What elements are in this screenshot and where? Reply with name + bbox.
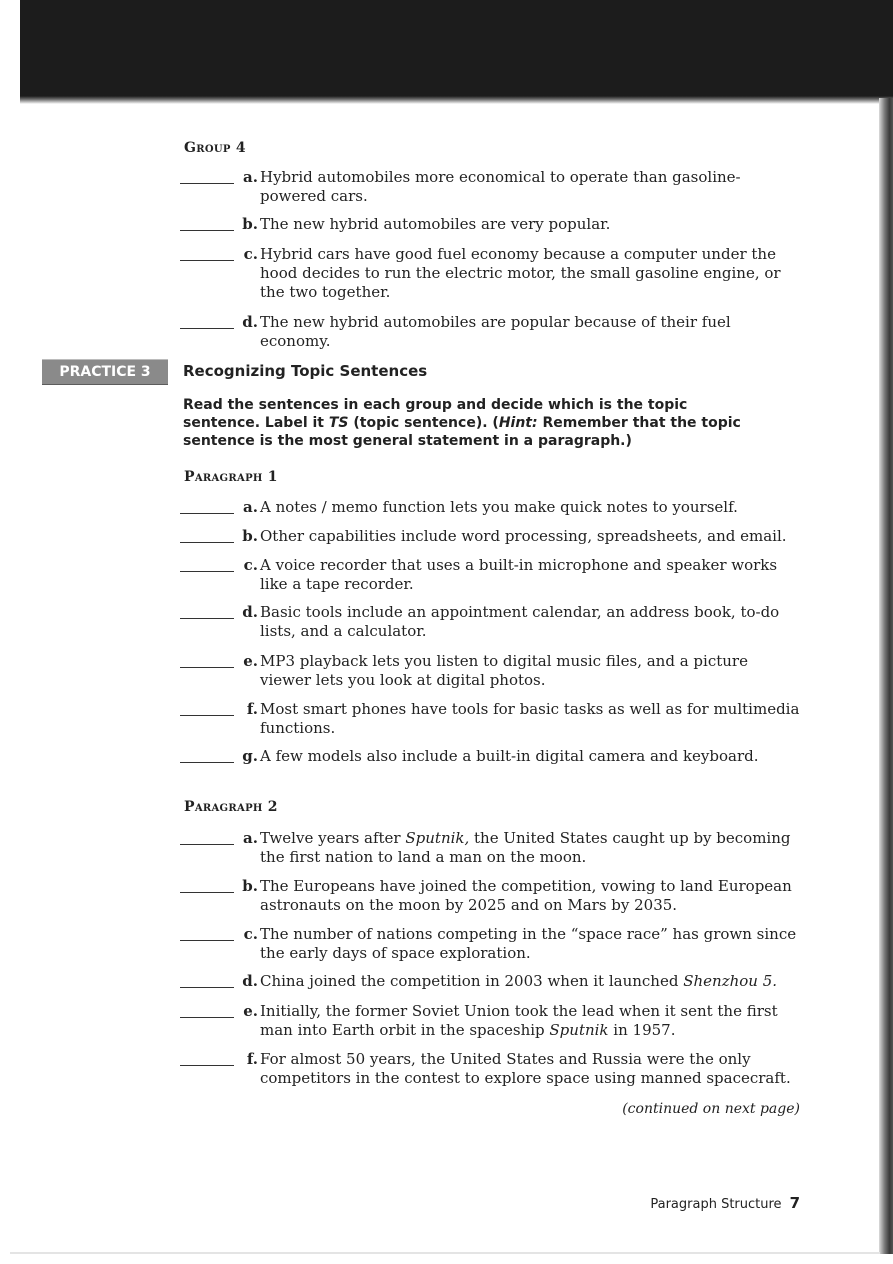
list-item <box>180 556 800 594</box>
page-footer <box>560 1194 800 1212</box>
item-text: The number of nations competing in the “space race” has grown since the early days of space exploration. <box>260 925 797 962</box>
answer-blank[interactable] <box>180 715 234 716</box>
list-item <box>180 1002 800 1040</box>
scan-top-band <box>20 0 893 98</box>
item-letter: b. <box>242 215 258 233</box>
page-number: 7 <box>789 1194 800 1212</box>
item-text: The new hybrid automobiles are popular because of their fuel economy. <box>260 313 731 350</box>
list-item <box>180 527 800 546</box>
answer-blank[interactable] <box>180 183 234 184</box>
item-text: The new hybrid automobiles are very popular. <box>260 215 611 233</box>
item-letter: c. <box>243 245 258 263</box>
list-item <box>180 1050 800 1088</box>
practice-badge: PRACTICE 3 <box>42 359 168 385</box>
item-letter: c. <box>243 556 258 574</box>
list-item <box>180 877 800 915</box>
answer-blank[interactable] <box>180 1017 234 1018</box>
item-letter: f. <box>246 1050 258 1068</box>
list-item <box>180 313 800 351</box>
item-text: China joined the competition in 2003 when it launched Shenzhou 5. <box>260 972 778 990</box>
list-item <box>180 829 800 867</box>
item-letter: c. <box>243 925 258 943</box>
practice-instructions: Read the sentences in each group and decide which is the topic sentence. Label it TS (topic sentence). (Hint: Remember that the topic sentence is the most general statement in a paragraph.) <box>183 397 741 449</box>
answer-blank[interactable] <box>180 844 234 845</box>
list-item <box>180 652 800 690</box>
continued-note: (continued on next page) <box>622 1101 800 1117</box>
item-text: For almost 50 years, the United States and Russia were the only competitors in the contest to explore space using manned spacecraft. <box>260 1050 791 1087</box>
item-text: A voice recorder that uses a built-in microphone and speaker works like a tape recorder. <box>260 556 778 593</box>
item-text: A few models also include a built-in digital camera and keyboard. <box>260 747 759 765</box>
list-item <box>180 603 800 641</box>
footer-section: Paragraph Structure <box>650 1197 782 1212</box>
answer-blank[interactable] <box>180 513 234 514</box>
item-text: The Europeans have joined the competition, vowing to land European astronauts on the moon by 2025 and on Mars by 2035. <box>260 877 792 914</box>
list-item <box>180 972 800 991</box>
list-item <box>180 168 800 206</box>
answer-blank[interactable] <box>180 571 234 572</box>
item-letter: e. <box>243 652 258 670</box>
answer-blank[interactable] <box>180 328 234 329</box>
item-text: Other capabilities include word processing, spreadsheets, and email. <box>260 527 787 545</box>
answer-blank[interactable] <box>180 892 234 893</box>
paragraph-1-heading: Paragraph 1 <box>184 469 278 485</box>
item-text: Twelve years after Sputnik, the United States caught up by becoming the first nation to land a man on the moon. <box>260 829 791 866</box>
item-text: Most smart phones have tools for basic tasks as well as for multimedia functions. <box>260 700 800 737</box>
item-letter: a. <box>243 498 258 516</box>
answer-blank[interactable] <box>180 230 234 231</box>
item-letter: b. <box>242 527 258 545</box>
item-text: A notes / memo function lets you make quick notes to yourself. <box>260 498 738 516</box>
item-letter: d. <box>242 313 258 331</box>
item-letter: e. <box>243 1002 258 1020</box>
answer-blank[interactable] <box>180 260 234 261</box>
item-letter: a. <box>243 829 258 847</box>
item-letter: g. <box>242 747 258 765</box>
list-item <box>180 215 800 234</box>
item-letter: d. <box>242 972 258 990</box>
list-item <box>180 925 800 963</box>
list-item <box>180 700 800 738</box>
answer-blank[interactable] <box>180 618 234 619</box>
practice-title: Recognizing Topic Sentences <box>183 362 428 380</box>
answer-blank[interactable] <box>180 987 234 988</box>
scan-bottom-edge <box>10 1252 880 1254</box>
answer-blank[interactable] <box>180 542 234 543</box>
item-text: Hybrid automobiles more economical to operate than gasoline-powered cars. <box>260 168 741 205</box>
item-letter: a. <box>243 168 258 186</box>
answer-blank[interactable] <box>180 667 234 668</box>
answer-blank[interactable] <box>180 940 234 941</box>
item-letter: b. <box>242 877 258 895</box>
item-letter: f. <box>246 700 258 718</box>
item-text: MP3 playback lets you listen to digital music files, and a picture viewer lets you look at digital photos. <box>260 652 748 689</box>
paragraph-2-heading: Paragraph 2 <box>184 799 278 815</box>
item-letter: d. <box>242 603 258 621</box>
item-text: Hybrid cars have good fuel economy because a computer under the hood decides to run the electric motor, the small gasoline engine, or the two together. <box>260 245 781 301</box>
item-text: Basic tools include an appointment calendar, an address book, to-do lists, and a calculator. <box>260 603 780 640</box>
group-4-heading: Group 4 <box>184 140 246 156</box>
list-item <box>180 498 800 517</box>
answer-blank[interactable] <box>180 1065 234 1066</box>
list-item <box>180 747 800 766</box>
item-text: Initially, the former Soviet Union took the lead when it sent the first man into Earth orbit in the spaceship Sputnik in 1957. <box>260 1002 778 1039</box>
scan-right-edge <box>879 98 893 1254</box>
answer-blank[interactable] <box>180 762 234 763</box>
list-item <box>180 245 800 302</box>
